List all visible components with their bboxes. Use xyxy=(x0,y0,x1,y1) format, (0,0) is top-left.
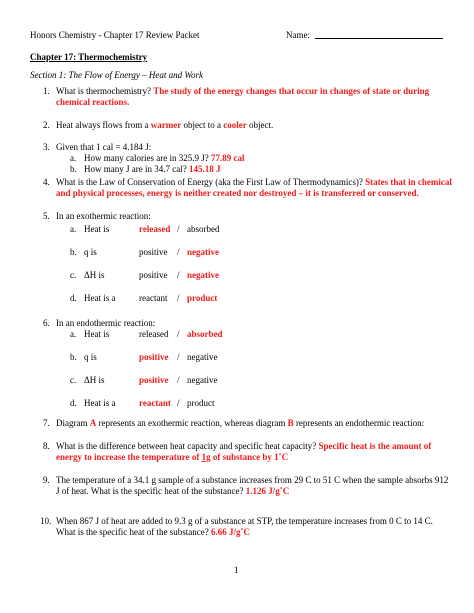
q7-answer-2: B xyxy=(287,418,294,428)
q6-row-c-option-2: negative xyxy=(187,375,218,385)
q1-block xyxy=(56,86,452,108)
q6-row-a-letter: a. xyxy=(70,329,77,339)
q6-row-c-letter: c. xyxy=(70,375,77,385)
q6-row-c-option-1: positive xyxy=(139,375,169,385)
name-label: Name: xyxy=(286,30,310,40)
q2-block xyxy=(56,120,273,131)
name-blank-line xyxy=(315,38,443,39)
q9-text: The temperature of a 34.1 g sample of a substance increases from 29 C to 51 C when the sample absorbs 912 J of heat. What is the specific heat of the substance? xyxy=(56,475,449,496)
q5-text: In an exothermic reaction: xyxy=(56,211,151,221)
q5-row-c-option-1: positive xyxy=(139,270,168,280)
q1-answer: The study of the energy changes that occur in changes of state or during chemical reactions. xyxy=(56,86,430,107)
q5-row-d-option-2: product xyxy=(187,293,218,303)
q6-row-d-option-2: product xyxy=(187,398,215,408)
q1-text: What is thermochemistry? xyxy=(56,86,151,96)
q6-row-b-separator: / xyxy=(177,352,180,362)
q6-row-c-label: ΔH is xyxy=(84,375,105,385)
q5-row-b-option-1: positive xyxy=(139,247,168,257)
q8-text: What is the difference between heat capacity and specific heat capacity? xyxy=(56,441,317,451)
q9-number: 9. xyxy=(43,475,50,485)
q4-block xyxy=(56,177,454,199)
q4-answer: States that in chemical and physical processes, energy is neither created nor destroyed – it is transferred or conserved. xyxy=(56,177,452,198)
q8-number: 8. xyxy=(43,441,50,451)
q3a-block xyxy=(84,153,244,164)
q10-text: When 867 J of heat are added to 9.3 g of a substance at STP, the temperature increases from 0 C to 14 C. What is the specific heat of the substance? xyxy=(56,516,433,537)
q5-number: 5. xyxy=(43,211,50,221)
q5-row-c-separator: / xyxy=(177,270,180,280)
q5-row-b-letter: b. xyxy=(70,247,77,257)
q6-row-d-separator: / xyxy=(177,398,180,408)
q3b-answer: 145.18 J xyxy=(188,164,221,174)
q5-row-d-letter: d. xyxy=(70,293,77,303)
section-title: Section 1: The Flow of Energy – Heat and Work xyxy=(30,70,204,80)
q3-text: Given that 1 cal = 4.184 J: xyxy=(56,142,152,152)
q2-answer-1: warmer xyxy=(150,120,182,130)
q2-post: object. xyxy=(248,120,274,130)
q5-row-b-separator: / xyxy=(177,247,180,257)
q6-row-b-option-2: negative xyxy=(187,352,218,362)
q5-row-a-separator: / xyxy=(177,224,180,234)
q3a-answer: 77.89 cal xyxy=(210,153,245,163)
q5-row-b-option-2: negative xyxy=(187,247,219,257)
q7-answer-1: A xyxy=(89,418,97,428)
q3a-text: How many calories are in 325.9 J? xyxy=(84,153,209,163)
header-title: Honors Chemistry - Chapter 17 Review Packet xyxy=(30,30,200,40)
q9-answer: 1.126 J/g˚C xyxy=(245,486,290,496)
q5-row-d-separator: / xyxy=(177,293,180,303)
q2-pre: Heat always flows from a xyxy=(56,120,149,130)
q9-block xyxy=(56,475,454,497)
q5-row-b-label: q is xyxy=(84,247,97,257)
q6-row-d-option-1: reactant xyxy=(139,398,171,408)
q3b-block xyxy=(84,164,220,175)
page-number: 1 xyxy=(234,565,239,575)
q2-number: 2. xyxy=(43,120,50,130)
q5-row-c-letter: c. xyxy=(70,270,77,280)
q6-row-b-label: q is xyxy=(84,352,97,362)
q3b-letter: b. xyxy=(70,164,77,174)
q2-mid: object to a xyxy=(183,120,221,130)
q6-row-a-separator: / xyxy=(177,329,180,339)
chapter-title: Chapter 17: Thermochemistry xyxy=(30,52,148,62)
q3b-text: How many J are in 34.7 cal? xyxy=(84,164,187,174)
q5-row-a-option-1: released xyxy=(139,224,171,234)
q5-row-c-label: ΔH is xyxy=(84,270,105,280)
q5-row-d-label: Heat is a xyxy=(84,293,116,303)
q6-text: In an endothermic reaction: xyxy=(56,318,156,328)
q8-block xyxy=(56,441,454,463)
q5-row-a-option-2: absorbed xyxy=(187,224,220,234)
q4-text: What is the Law of Conservation of Energy (aka the First Law of Thermodynamics)? xyxy=(56,177,363,187)
q6-row-d-label: Heat is a xyxy=(84,398,116,408)
q5-row-a-letter: a. xyxy=(70,224,77,234)
q7-post: represents an endothermic reaction: xyxy=(295,418,425,428)
q7-mid: represents an exothermic reaction, whereas diagram xyxy=(98,418,286,428)
q3-number: 3. xyxy=(43,142,50,152)
q10-number: 10. xyxy=(40,516,52,526)
q8-answer: Specific heat is the amount of energy to increase the temperature of 1g of substance by 1˚C xyxy=(56,441,432,462)
q5-row-c-option-2: negative xyxy=(187,270,219,280)
q1-number: 1. xyxy=(43,86,50,96)
q6-row-b-letter: b. xyxy=(70,352,77,362)
q3a-letter: a. xyxy=(70,153,77,163)
q7-pre: Diagram xyxy=(56,418,88,428)
q6-row-a-option-2: absorbed xyxy=(187,329,223,339)
q7-number: 7. xyxy=(43,418,50,428)
q6-row-c-separator: / xyxy=(177,375,180,385)
q5-row-a-label: Heat is xyxy=(84,224,110,234)
q6-number: 6. xyxy=(43,318,50,328)
q10-block xyxy=(56,516,452,538)
q6-row-a-label: Heat is xyxy=(84,329,110,339)
q4-number: 4. xyxy=(43,177,50,187)
q6-row-a-option-1: released xyxy=(139,329,169,339)
q5-row-d-option-1: reactant xyxy=(139,293,168,303)
q6-row-d-letter: d. xyxy=(70,398,77,408)
q7-block xyxy=(56,418,424,429)
q6-row-b-option-1: positive xyxy=(139,352,169,362)
q2-answer-2: cooler xyxy=(223,120,247,130)
q10-answer: 6.66 J/g˚C xyxy=(210,527,250,537)
